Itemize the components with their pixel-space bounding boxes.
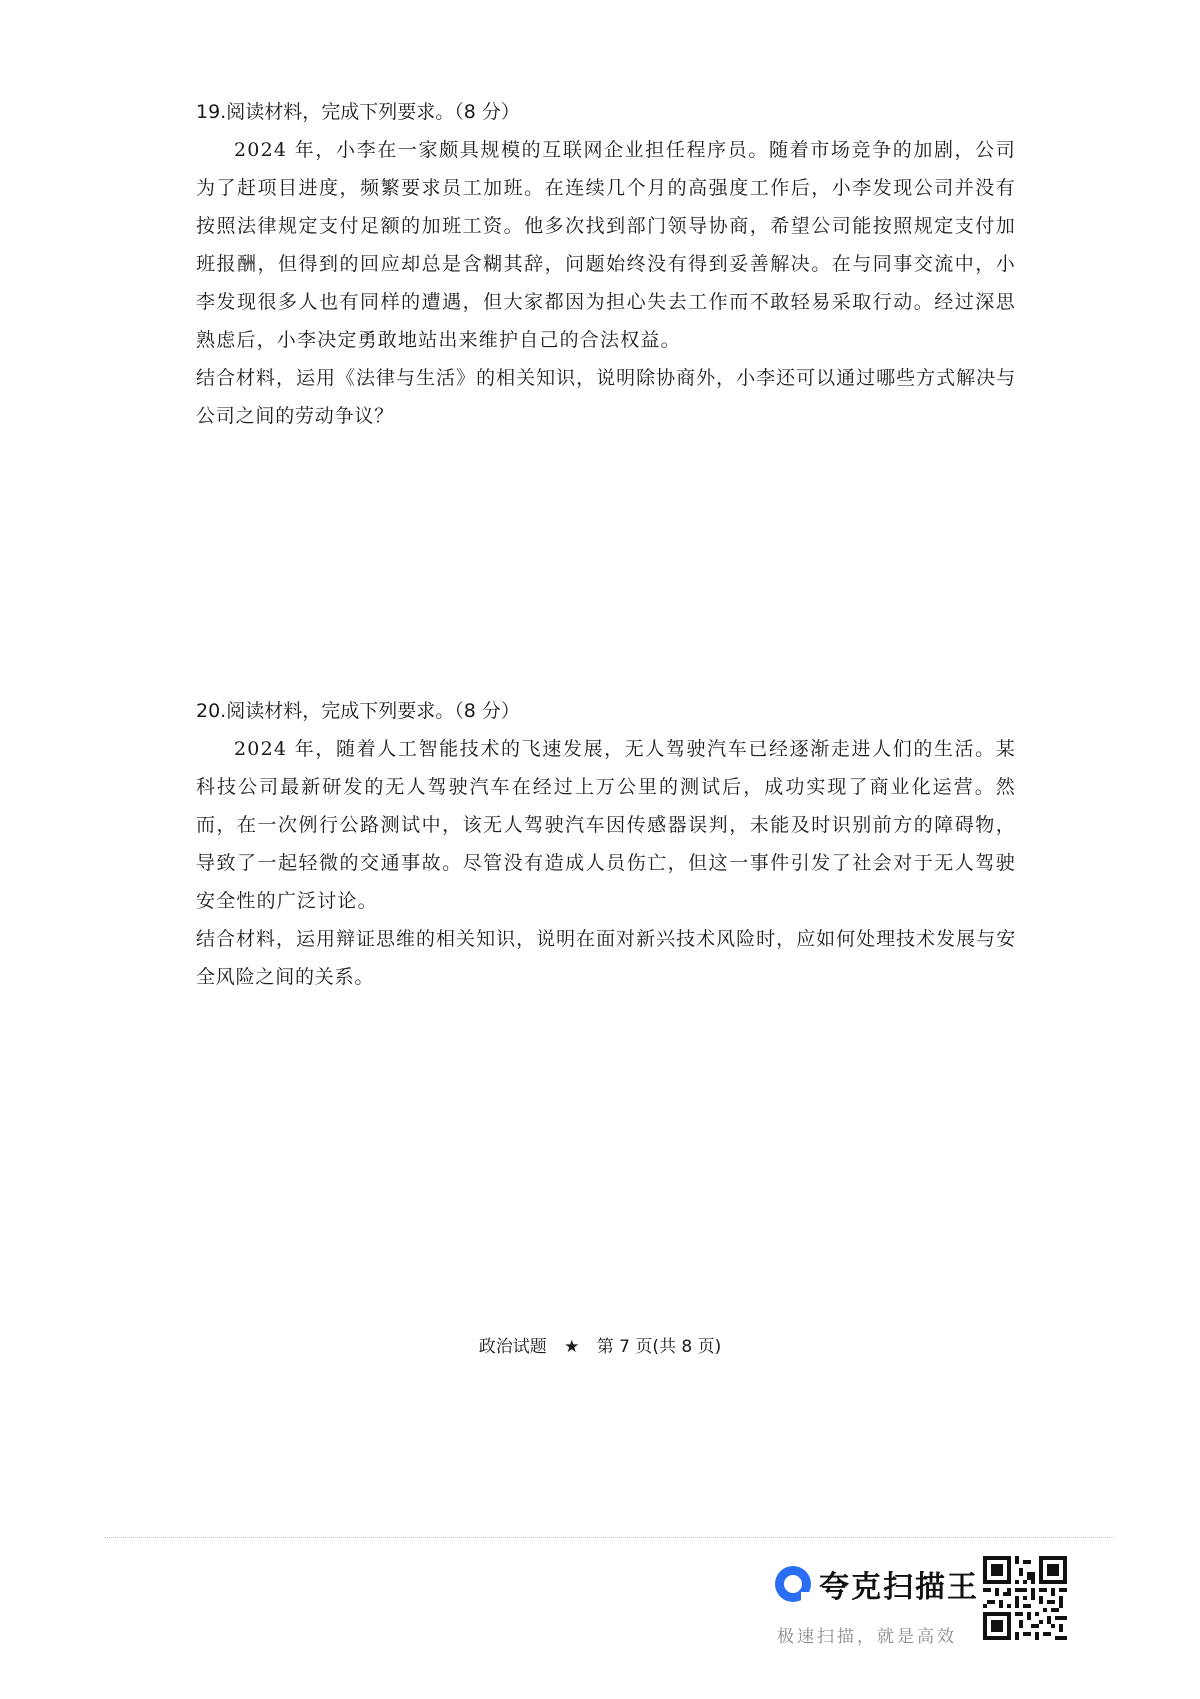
question-19-material: 2024 年，小李在一家颇具规模的互联网企业担任程序员。随着市场竞争的加剧，公司为了赶项目进度，频繁要求员工加班。在连续几个月的高强度工作后，小李发现公司并没有按照法律规定支付足额的加班工资。他多次找到部门领导协商，希望公司能按照规定支付加班报酬，但得到的回应却总是含糊其辞，问题始终没有得到妥善解决。在与同事交流中，小李发现很多人也有同样的遭遇，但大家都因为担心失去工作而不敢轻易采取行动。经过深思熟虑后，小李决定勇敢地站出来维护自己的合法权益。 — [196, 139, 1016, 351]
scanner-brand-name: 夸克扫描王 — [819, 1570, 979, 1605]
scan-divider — [104, 1537, 1114, 1538]
star-icon: ★ — [564, 1337, 580, 1357]
qr-code-icon — [983, 1556, 1067, 1640]
question-20-material: 2024 年，随着人工智能技术的飞速发展，无人驾驶汽车已经逐渐走进人们的生活。某科技公司最新研发的无人驾驶汽车在经过上万公里的测试后，成功实现了商业化运营。然而，在一次例行公路测试中，该无人驾驶汽车因传感器误判，未能及时识别前方的障碍物，导致了一起轻微的交通事故。尽管没有造成人员伤亡，但这一事件引发了社会对于无人驾驶安全性的广泛讨论。 — [196, 738, 1016, 912]
question-19-heading: 19.阅读材料，完成下列要求。（8 分） — [196, 101, 520, 123]
scanner-watermark — [775, 1556, 1155, 1680]
question-20-heading: 20.阅读材料，完成下列要求。（8 分） — [196, 700, 520, 722]
page-footer — [0, 1332, 1200, 1357]
quark-logo-icon — [775, 1566, 811, 1602]
footer-subject: 政治试题 — [478, 1337, 547, 1357]
question-19 — [196, 93, 1016, 435]
question-19-prompt: 结合材料，运用《法律与生活》的相关知识，说明除协商外，小李还可以通过哪些方式解决与公司之间的劳动争议？ — [196, 367, 1016, 427]
question-20-prompt: 结合材料，运用辩证思维的相关知识，说明在面对新兴技术风险时，应如何处理技术发展与安全风险之间的关系。 — [196, 928, 1016, 988]
footer-page-number: 第 7 页(共 8 页) — [596, 1337, 722, 1357]
question-20 — [196, 692, 1016, 996]
scanner-slogan: 极速扫描，就是高效 — [777, 1627, 957, 1647]
